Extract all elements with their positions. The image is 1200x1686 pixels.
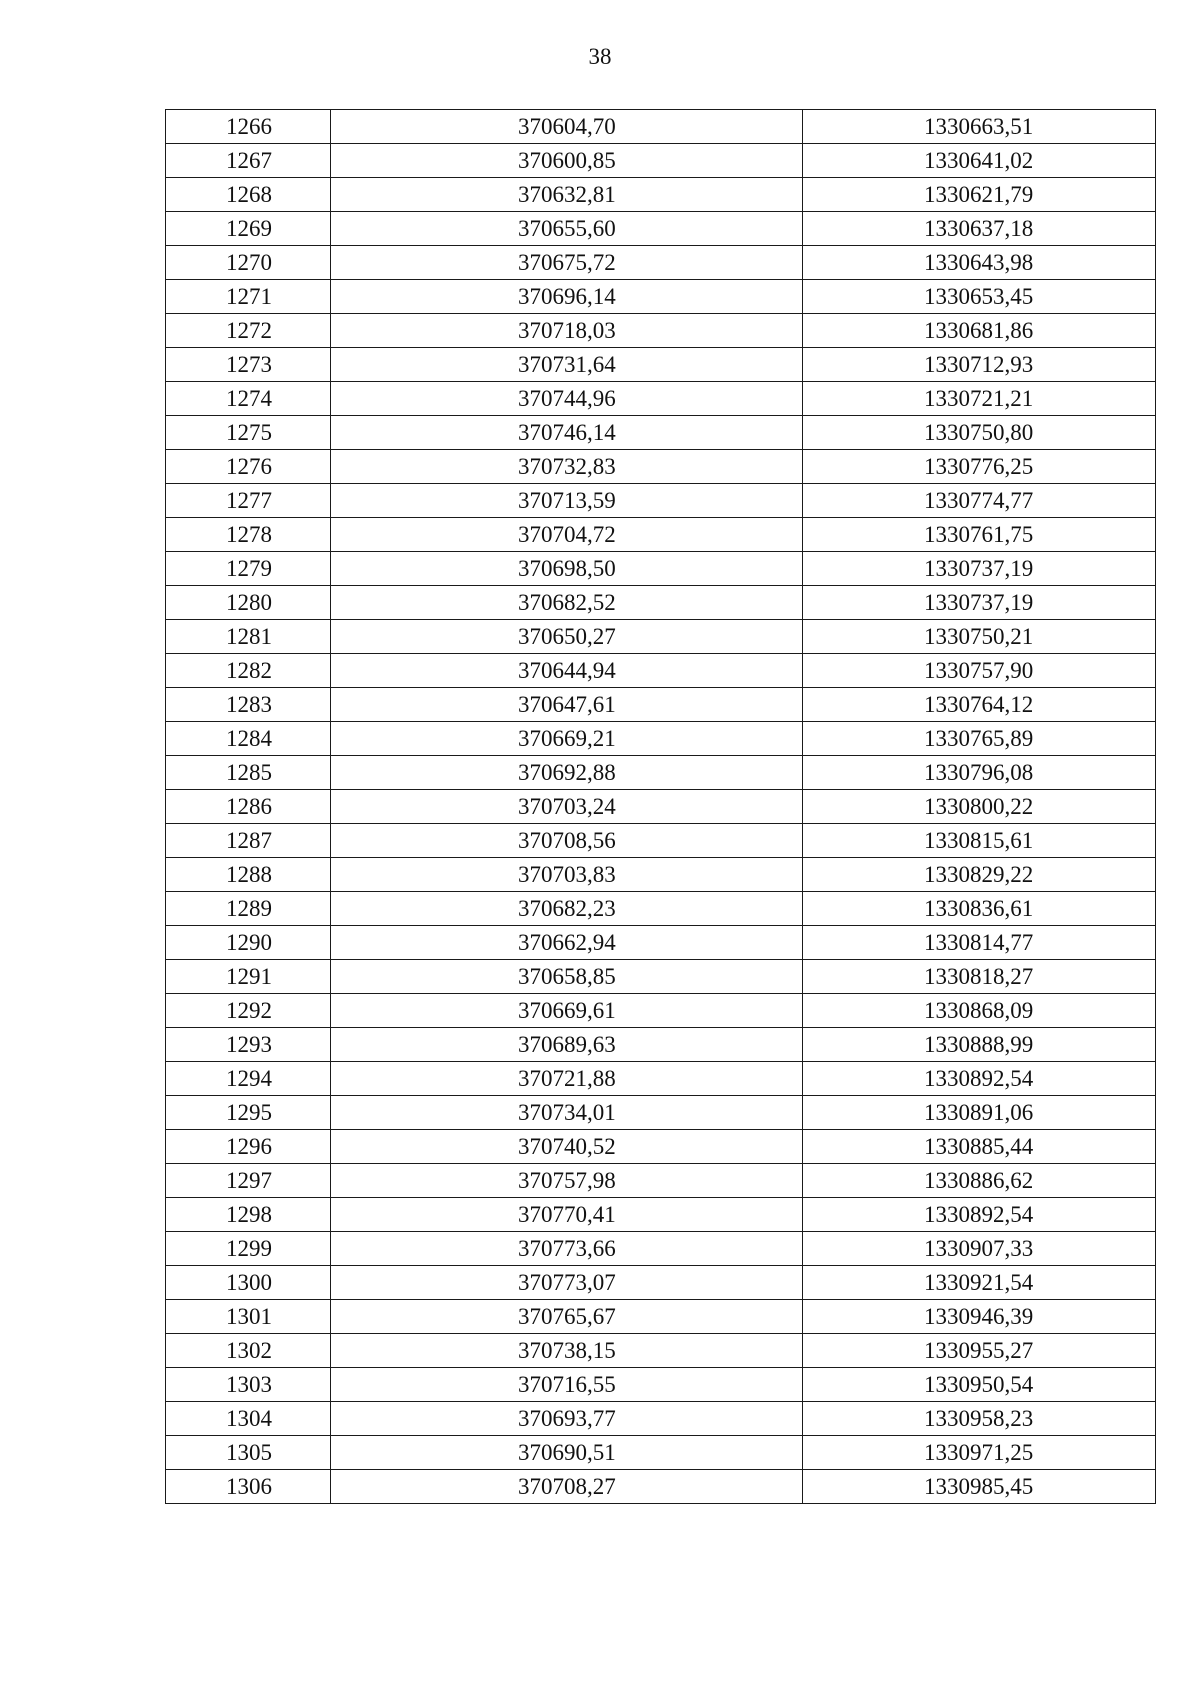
x-coordinate-cell: 370757,98 <box>331 1164 803 1198</box>
y-coordinate-cell: 1330888,99 <box>803 1028 1156 1062</box>
x-coordinate-cell: 370704,72 <box>331 518 803 552</box>
point-number-cell: 1277 <box>166 484 331 518</box>
y-coordinate-cell: 1330712,93 <box>803 348 1156 382</box>
x-coordinate-cell: 370669,21 <box>331 722 803 756</box>
x-coordinate-cell: 370658,85 <box>331 960 803 994</box>
y-coordinate-cell: 1330750,80 <box>803 416 1156 450</box>
x-coordinate-cell: 370703,83 <box>331 858 803 892</box>
table-row <box>166 1028 1156 1062</box>
y-coordinate-cell: 1330737,19 <box>803 586 1156 620</box>
table-row <box>166 1368 1156 1402</box>
x-coordinate-cell: 370765,67 <box>331 1300 803 1334</box>
table-row <box>166 348 1156 382</box>
point-number-cell: 1299 <box>166 1232 331 1266</box>
y-coordinate-cell: 1330971,25 <box>803 1436 1156 1470</box>
x-coordinate-cell: 370675,72 <box>331 246 803 280</box>
table-row <box>166 1164 1156 1198</box>
x-coordinate-cell: 370713,59 <box>331 484 803 518</box>
y-coordinate-cell: 1330721,21 <box>803 382 1156 416</box>
table-row <box>166 1096 1156 1130</box>
table-row <box>166 1470 1156 1504</box>
x-coordinate-cell: 370740,52 <box>331 1130 803 1164</box>
point-number-cell: 1288 <box>166 858 331 892</box>
point-number-cell: 1274 <box>166 382 331 416</box>
y-coordinate-cell: 1330765,89 <box>803 722 1156 756</box>
table-row <box>166 858 1156 892</box>
y-coordinate-cell: 1330800,22 <box>803 790 1156 824</box>
point-number-cell: 1302 <box>166 1334 331 1368</box>
table-row <box>166 416 1156 450</box>
y-coordinate-cell: 1330950,54 <box>803 1368 1156 1402</box>
table-row <box>166 552 1156 586</box>
x-coordinate-cell: 370696,14 <box>331 280 803 314</box>
point-number-cell: 1289 <box>166 892 331 926</box>
point-number-cell: 1275 <box>166 416 331 450</box>
point-number-cell: 1304 <box>166 1402 331 1436</box>
y-coordinate-cell: 1330653,45 <box>803 280 1156 314</box>
y-coordinate-cell: 1330946,39 <box>803 1300 1156 1334</box>
x-coordinate-cell: 370669,61 <box>331 994 803 1028</box>
y-coordinate-cell: 1330907,33 <box>803 1232 1156 1266</box>
y-coordinate-cell: 1330764,12 <box>803 688 1156 722</box>
x-coordinate-cell: 370738,15 <box>331 1334 803 1368</box>
table-row <box>166 926 1156 960</box>
x-coordinate-cell: 370692,88 <box>331 756 803 790</box>
y-coordinate-cell: 1330750,21 <box>803 620 1156 654</box>
x-coordinate-cell: 370746,14 <box>331 416 803 450</box>
y-coordinate-cell: 1330891,06 <box>803 1096 1156 1130</box>
point-number-cell: 1291 <box>166 960 331 994</box>
x-coordinate-cell: 370662,94 <box>331 926 803 960</box>
table-row <box>166 1198 1156 1232</box>
x-coordinate-cell: 370708,27 <box>331 1470 803 1504</box>
point-number-cell: 1268 <box>166 178 331 212</box>
point-number-cell: 1286 <box>166 790 331 824</box>
table-body <box>166 110 1156 1504</box>
point-number-cell: 1272 <box>166 314 331 348</box>
y-coordinate-cell: 1330796,08 <box>803 756 1156 790</box>
y-coordinate-cell: 1330958,23 <box>803 1402 1156 1436</box>
table-row <box>166 1062 1156 1096</box>
point-number-cell: 1296 <box>166 1130 331 1164</box>
point-number-cell: 1278 <box>166 518 331 552</box>
x-coordinate-cell: 370773,07 <box>331 1266 803 1300</box>
y-coordinate-cell: 1330814,77 <box>803 926 1156 960</box>
point-number-cell: 1267 <box>166 144 331 178</box>
table-row <box>166 1266 1156 1300</box>
y-coordinate-cell: 1330641,02 <box>803 144 1156 178</box>
x-coordinate-cell: 370682,23 <box>331 892 803 926</box>
point-number-cell: 1305 <box>166 1436 331 1470</box>
x-coordinate-cell: 370734,01 <box>331 1096 803 1130</box>
x-coordinate-cell: 370732,83 <box>331 450 803 484</box>
table-row <box>166 892 1156 926</box>
y-coordinate-cell: 1330621,79 <box>803 178 1156 212</box>
table-row <box>166 314 1156 348</box>
x-coordinate-cell: 370644,94 <box>331 654 803 688</box>
point-number-cell: 1281 <box>166 620 331 654</box>
y-coordinate-cell: 1330643,98 <box>803 246 1156 280</box>
y-coordinate-cell: 1330663,51 <box>803 110 1156 144</box>
table-row <box>166 518 1156 552</box>
y-coordinate-cell: 1330955,27 <box>803 1334 1156 1368</box>
point-number-cell: 1269 <box>166 212 331 246</box>
point-number-cell: 1293 <box>166 1028 331 1062</box>
table-row <box>166 620 1156 654</box>
table-row <box>166 144 1156 178</box>
y-coordinate-cell: 1330757,90 <box>803 654 1156 688</box>
table-row <box>166 280 1156 314</box>
y-coordinate-cell: 1330737,19 <box>803 552 1156 586</box>
x-coordinate-cell: 370650,27 <box>331 620 803 654</box>
point-number-cell: 1285 <box>166 756 331 790</box>
table-row <box>166 790 1156 824</box>
table-row <box>166 246 1156 280</box>
table-row <box>166 994 1156 1028</box>
point-number-cell: 1298 <box>166 1198 331 1232</box>
point-number-cell: 1270 <box>166 246 331 280</box>
x-coordinate-cell: 370698,50 <box>331 552 803 586</box>
y-coordinate-cell: 1330637,18 <box>803 212 1156 246</box>
x-coordinate-cell: 370721,88 <box>331 1062 803 1096</box>
table-row <box>166 1334 1156 1368</box>
point-number-cell: 1283 <box>166 688 331 722</box>
x-coordinate-cell: 370744,96 <box>331 382 803 416</box>
point-number-cell: 1306 <box>166 1470 331 1504</box>
table-row <box>166 1436 1156 1470</box>
point-number-cell: 1276 <box>166 450 331 484</box>
y-coordinate-cell: 1330815,61 <box>803 824 1156 858</box>
point-number-cell: 1271 <box>166 280 331 314</box>
x-coordinate-cell: 370718,03 <box>331 314 803 348</box>
x-coordinate-cell: 370770,41 <box>331 1198 803 1232</box>
y-coordinate-cell: 1330921,54 <box>803 1266 1156 1300</box>
table-row <box>166 382 1156 416</box>
table-row <box>166 688 1156 722</box>
point-number-cell: 1295 <box>166 1096 331 1130</box>
page-number: 38 <box>588 44 612 69</box>
point-number-cell: 1292 <box>166 994 331 1028</box>
point-number-cell: 1287 <box>166 824 331 858</box>
y-coordinate-cell: 1330836,61 <box>803 892 1156 926</box>
x-coordinate-cell: 370708,56 <box>331 824 803 858</box>
coordinates-table <box>165 109 1156 1504</box>
y-coordinate-cell: 1330868,09 <box>803 994 1156 1028</box>
y-coordinate-cell: 1330761,75 <box>803 518 1156 552</box>
table-row <box>166 756 1156 790</box>
point-number-cell: 1273 <box>166 348 331 382</box>
point-number-cell: 1279 <box>166 552 331 586</box>
x-coordinate-cell: 370682,52 <box>331 586 803 620</box>
table-row <box>166 212 1156 246</box>
table-row <box>166 654 1156 688</box>
y-coordinate-cell: 1330892,54 <box>803 1062 1156 1096</box>
x-coordinate-cell: 370703,24 <box>331 790 803 824</box>
table-row <box>166 178 1156 212</box>
table-row <box>166 1300 1156 1334</box>
table-row <box>166 586 1156 620</box>
x-coordinate-cell: 370655,60 <box>331 212 803 246</box>
y-coordinate-cell: 1330892,54 <box>803 1198 1156 1232</box>
y-coordinate-cell: 1330774,77 <box>803 484 1156 518</box>
x-coordinate-cell: 370689,63 <box>331 1028 803 1062</box>
y-coordinate-cell: 1330829,22 <box>803 858 1156 892</box>
table-row <box>166 722 1156 756</box>
point-number-cell: 1282 <box>166 654 331 688</box>
x-coordinate-cell: 370690,51 <box>331 1436 803 1470</box>
x-coordinate-cell: 370731,64 <box>331 348 803 382</box>
point-number-cell: 1280 <box>166 586 331 620</box>
table-row <box>166 484 1156 518</box>
point-number-cell: 1266 <box>166 110 331 144</box>
x-coordinate-cell: 370604,70 <box>331 110 803 144</box>
table-row <box>166 824 1156 858</box>
x-coordinate-cell: 370773,66 <box>331 1232 803 1266</box>
table-row <box>166 450 1156 484</box>
table-row <box>166 1232 1156 1266</box>
point-number-cell: 1290 <box>166 926 331 960</box>
y-coordinate-cell: 1330818,27 <box>803 960 1156 994</box>
point-number-cell: 1300 <box>166 1266 331 1300</box>
y-coordinate-cell: 1330681,86 <box>803 314 1156 348</box>
x-coordinate-cell: 370647,61 <box>331 688 803 722</box>
x-coordinate-cell: 370600,85 <box>331 144 803 178</box>
x-coordinate-cell: 370632,81 <box>331 178 803 212</box>
point-number-cell: 1301 <box>166 1300 331 1334</box>
table-row <box>166 1130 1156 1164</box>
x-coordinate-cell: 370716,55 <box>331 1368 803 1402</box>
x-coordinate-cell: 370693,77 <box>331 1402 803 1436</box>
y-coordinate-cell: 1330886,62 <box>803 1164 1156 1198</box>
point-number-cell: 1294 <box>166 1062 331 1096</box>
table-row <box>166 110 1156 144</box>
table-row <box>166 960 1156 994</box>
y-coordinate-cell: 1330985,45 <box>803 1470 1156 1504</box>
point-number-cell: 1297 <box>166 1164 331 1198</box>
y-coordinate-cell: 1330776,25 <box>803 450 1156 484</box>
point-number-cell: 1284 <box>166 722 331 756</box>
y-coordinate-cell: 1330885,44 <box>803 1130 1156 1164</box>
point-number-cell: 1303 <box>166 1368 331 1402</box>
table-row <box>166 1402 1156 1436</box>
